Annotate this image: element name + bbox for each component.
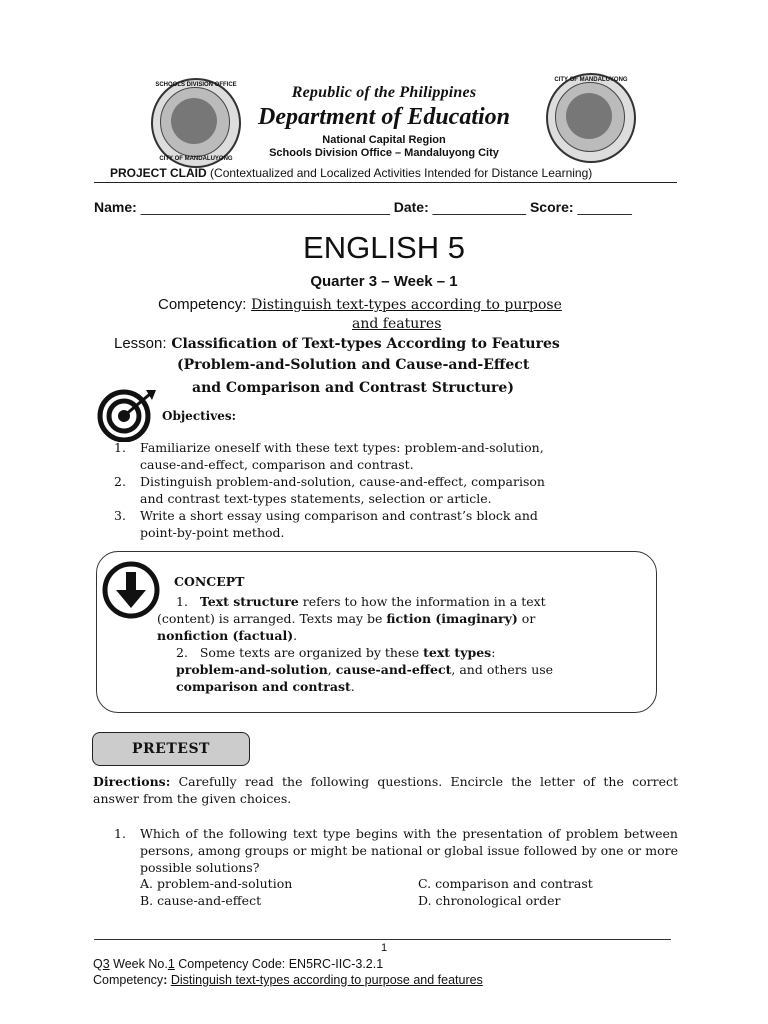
question-text: Which of the following text type begins with the presentation of problem between persons, among groups or might be national or global issue followed by one or more possible solutions?	[140, 826, 678, 875]
footer-divider	[94, 939, 671, 940]
student-info-row	[94, 199, 632, 215]
competency-text: Distinguish text-types according to purpose	[251, 297, 562, 313]
concept-p1-line3: nonfiction (factual).	[157, 628, 298, 643]
division-heading: Schools Division Office – Mandaluyong City	[269, 147, 499, 159]
concept-p2-line1: 2. Some texts are organized by these text types:	[176, 645, 496, 660]
concept-p2-line2: problem-and-solution, cause-and-effect, and others use	[176, 662, 554, 677]
date-field[interactable]: ____________	[432, 199, 527, 215]
division-seal-logo: SCHOOLS DIVISION OFFICE CITY OF MANDALUYONG	[151, 78, 241, 168]
name-label: Name:	[94, 199, 137, 215]
footer-code-line: Q3 Week No.1 Competency Code: EN5RC-IIC-3.2.1	[93, 957, 384, 971]
date-label: Date:	[393, 199, 429, 215]
competency-text-cont: and features	[352, 316, 442, 332]
choice-b[interactable]: B. cause-and-effect	[140, 893, 262, 908]
lesson-title-line2: (Problem-and-Solution and Cause-and-Effect	[177, 357, 530, 373]
down-arrow-icon	[101, 560, 161, 620]
lesson-label: Lesson:	[114, 335, 167, 352]
target-icon	[94, 388, 158, 442]
concept-p2-line3: comparison and contrast.	[176, 679, 355, 694]
lesson-title: Classification of Text-types According to Features	[171, 336, 560, 352]
name-field[interactable]: ________________________________	[140, 199, 390, 215]
republic-heading: Republic of the Philippines	[291, 84, 477, 101]
question-1: 1. Which of the following text type begins with the presentation of problem between persons, among groups or might be national or global issue followed by one or more possible solutions?	[114, 826, 678, 875]
page-number: 1	[380, 942, 388, 954]
objective-item: 2. Distinguish problem-and-solution, cause-and-effect, comparison and contrast text-types statements, selection or article.	[114, 474, 545, 506]
competency-line	[158, 295, 678, 313]
page-title: ENGLISH 5	[303, 230, 465, 265]
footer-competency-line: Competency: Distinguish text-types according to purpose and features	[93, 973, 483, 987]
city-seal-logo: CITY OF MANDALUYONG	[546, 73, 636, 163]
choice-d[interactable]: D. chronological order	[418, 893, 561, 908]
concept-p1-line2: (content) is arranged. Texts may be fiction (imaginary) or	[157, 611, 536, 626]
project-label: PROJECT CLAID	[110, 166, 207, 180]
header-divider	[94, 182, 677, 183]
concept-heading: CONCEPT	[174, 574, 245, 589]
project-claid-line	[110, 166, 592, 180]
objective-item: 1. Familiarize oneself with these text types: problem-and-solution, cause-and-effect, comparison and contrast.	[114, 440, 544, 472]
choice-a[interactable]: A. problem-and-solution	[140, 876, 293, 891]
lesson-line	[114, 334, 560, 352]
project-desc: (Contextualized and Localized Activities Intended for Distance Learning)	[210, 166, 593, 180]
score-label: Score:	[529, 199, 574, 215]
concept-p1-line1: 1. Text structure refers to how the information in a text	[176, 594, 546, 609]
department-heading: Department of Education	[257, 104, 510, 130]
choice-c[interactable]: C. comparison and contrast	[418, 876, 593, 891]
region-heading: National Capital Region	[322, 134, 446, 146]
objective-item: 3. Write a short essay using comparison and contrast’s block and point-by-point method.	[114, 508, 538, 540]
objectives-heading: Objectives:	[162, 409, 237, 423]
quarter-heading: Quarter 3 – Week – 1	[310, 273, 458, 290]
score-field[interactable]: _______	[577, 199, 632, 215]
lesson-title-line3: and Comparison and Contrast Structure)	[192, 380, 514, 396]
directions: Directions: Carefully read the following questions. Encircle the letter of the correct answer from the given choices.	[93, 774, 678, 806]
pretest-banner: PRETEST	[92, 732, 250, 766]
competency-label: Competency:	[158, 296, 247, 313]
